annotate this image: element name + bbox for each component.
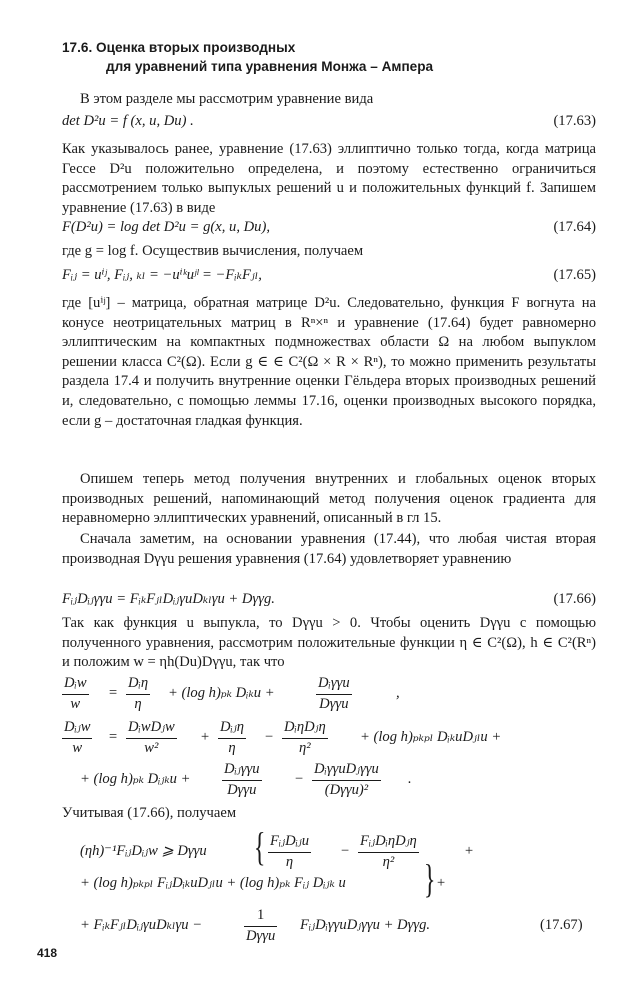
paragraph-concavity: где [uⁱʲ] – матрица, обратная матрице D²u. Следовательно, функция F вогнута на конусе неотрицательных матриц в Rⁿ×ⁿ и уравнение (17.64) будет равномерно эллиптическим на компактных подмножествах области Ω на любом выпуклом решении класса C²(Ω). Если g ∈ ∈ C²(Ω × R × Rⁿ), то можно применить результаты раздела 17.4 и получить внутренние оценки Гёльдера вторых производных решений и, следовательно, с помощью леммы 17.16, оценки производных высокого порядка, если g – достаточная гладкая функция.	[62, 295, 596, 429]
fraction-dijw-over-w: Dᵢⱼw w	[64, 719, 91, 756]
equation-number: (17.64)	[553, 219, 596, 235]
equation-17-64	[62, 218, 596, 238]
eq67-second-line: + (log h)ₚₖₚₗ FᵢⱼDᵢₖuDⱼₗu + (log h)ₚₖ Fᵢⱼ Dᵢⱼₖ u	[80, 875, 346, 891]
equation-body: F(D²u) = log det D²u = g(x, u, Du),	[62, 219, 270, 235]
paragraph-computation: где g = log f. Осуществив вычисления, получаем	[62, 243, 364, 259]
equation-17-63	[62, 112, 596, 132]
log-h-third-term: + (log h)ₚₖ Dᵢⱼₖu +	[80, 771, 191, 787]
fraction-fijdietadjeta-over-eta2: FᵢⱼDᵢηDⱼη η²	[360, 833, 417, 870]
equation-body: FᵢⱼDᵢⱼγγu = FᵢₖFⱼₗDᵢⱼγuDₖₗγu + Dγγg.	[62, 591, 275, 607]
fraction-diggu-over-dggu: Dᵢγγu Dγγu	[318, 675, 350, 712]
period: .	[408, 771, 412, 787]
log-h-term: + (log h)ₚₖ Dᵢₖu +	[168, 685, 275, 701]
log-h-second-term: + (log h)ₚₖₚₗ DᵢₖuDⱼₗu +	[360, 729, 502, 745]
fraction-one-over-dggu: 1 Dγγu	[246, 907, 276, 944]
section-title-line2: для уравнений типа уравнения Монжа – Ампера	[106, 59, 434, 74]
equation-number: (17.67)	[540, 917, 583, 933]
equation-body: Fᵢⱼ = uⁱʲ, Fᵢⱼ, ₖₗ = −uⁱᵏuʲˡ = −FᵢₖFⱼₗ,	[62, 267, 262, 283]
section-title-line1: 17.6. Оценка вторых производных	[62, 40, 296, 55]
paragraph-pure-derivative: Сначала заметим, на основании уравнения (17.44), что любая чистая вторая производная Dγγu решения уравнения (17.64) удовлетворяет уравнению	[62, 531, 596, 567]
equation-17-65	[62, 266, 596, 286]
paragraph-method: Опишем теперь метод получения внутренних и глобальных оценок вторых производных решений, напоминающий метод получения оценок градиента для неравномерно эллиптических уравнений, описанный в гл 15.	[62, 471, 596, 527]
eq67-third-line: + FᵢₖFⱼₗDᵢⱼγuDₖₗγu −	[80, 917, 203, 933]
minus-sign: −	[264, 729, 274, 745]
fraction-dijggu-over-dggu: Dᵢⱼγγu Dγγu	[224, 761, 260, 798]
equals-sign: =	[108, 685, 118, 701]
paragraph-given: Учитывая (17.66), получаем	[62, 805, 237, 821]
plus-sign: +	[200, 729, 210, 745]
fraction-dijeta-over-eta: Dᵢⱼη η	[220, 719, 244, 756]
paragraph-intro: В этом разделе мы рассмотрим уравнение вида	[80, 91, 374, 107]
equals-sign: =	[108, 729, 118, 745]
fraction-diwdjw-over-w2: DᵢwDⱼw w²	[128, 719, 175, 756]
paragraph-elliptic: Как указывалось ранее, уравнение (17.63) эллиптично только тогда, когда матрица Гессе D²u положительно определена, и поэтому естественно ограничиться рассмотрением только выпуклых решений u и положительных функций f. Запишем уравнение (17.63) в виде	[62, 141, 596, 216]
fraction-dietadjeta-over-eta2: DᵢηDⱼη η²	[284, 719, 326, 756]
equation-number: (17.66)	[553, 591, 596, 607]
eq67-lhs: (ηh)⁻¹FᵢⱼDᵢⱼw ⩾ Dγγu	[80, 843, 207, 859]
page-number: 418	[37, 946, 58, 960]
equation-17-66	[62, 590, 596, 610]
left-brace: {	[253, 824, 266, 869]
plus-sign: +	[436, 875, 446, 891]
minus-sign: −	[294, 771, 304, 787]
equation-number: (17.65)	[553, 267, 596, 283]
equation-number: (17.63)	[553, 113, 596, 129]
fraction-dieta-over-eta: Dᵢη η	[128, 675, 149, 712]
fraction-diggu-djggu-over-dggu2: DᵢγγuDⱼγγu (Dγγu)²	[314, 761, 379, 798]
comma: ,	[396, 685, 400, 701]
minus-sign: −	[340, 843, 350, 859]
equation-body: det D²u = f (x, u, Du) .	[62, 113, 194, 129]
section-heading	[62, 38, 433, 76]
plus-sign: +	[464, 843, 474, 859]
paragraph-convexity: Так как функция u выпукла, то Dγγu > 0. Чтобы оценить Dγγu с помощью полученного уравнения, рассмотрим положительные функции η ∈ C²(Ω), h ∈ C²(Rⁿ) и положим w = ηh(Du)Dγγu, так что	[62, 615, 596, 671]
eq67-third-line-tail: FᵢⱼDᵢγγuDⱼγγu + Dγγg.	[300, 917, 431, 933]
right-brace: }	[423, 856, 436, 901]
fraction-diw-over-w: Dᵢw w	[64, 675, 87, 712]
fraction-fijdiju-over-eta: FᵢⱼDᵢⱼu η	[270, 833, 310, 870]
